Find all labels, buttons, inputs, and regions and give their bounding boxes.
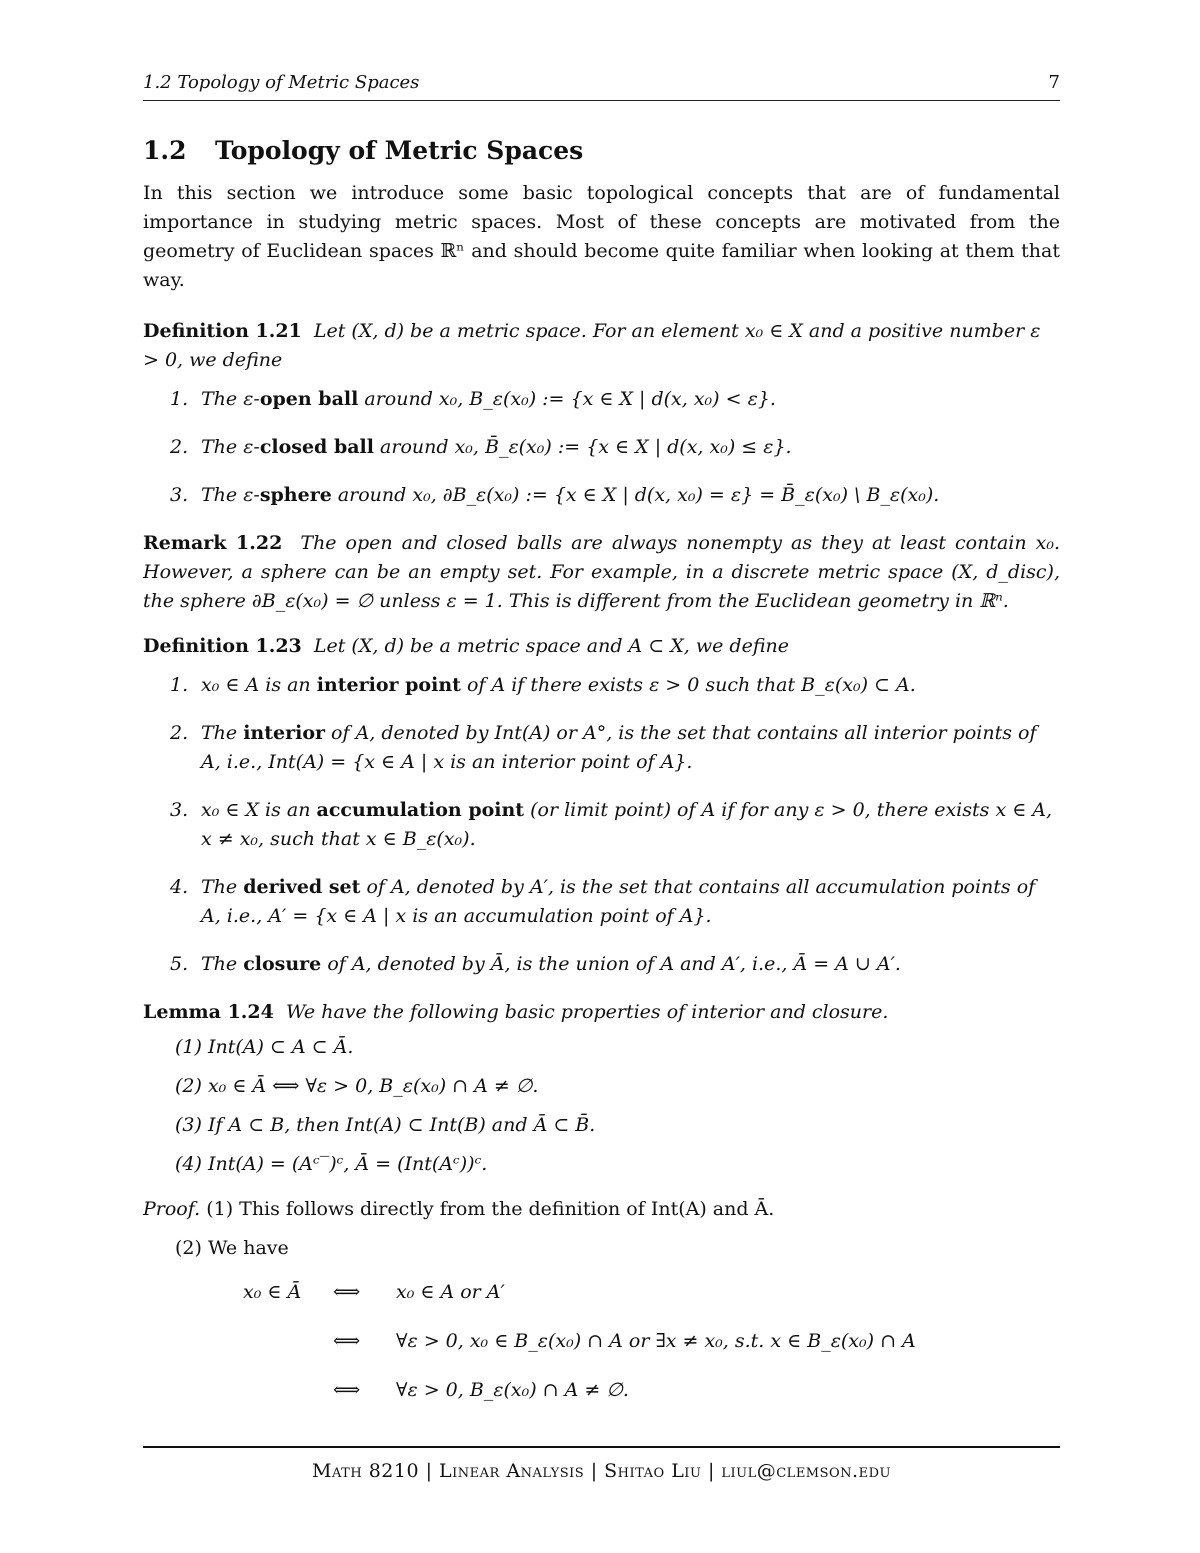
list-item: (4) Int(A) = (Aᶜ‾)ᶜ, Ā = (Int(Aᶜ))ᶜ. <box>175 1153 488 1175</box>
list-item: 3. x₀ ∈ X is an accumulation point (or limit point) of A if for any ε > 0, there exists x ∈ A, x ≠ x₀, such that x ∈ B_ε(x₀). <box>170 799 1053 850</box>
section-heading <box>143 136 1060 165</box>
remark-1-22 <box>143 529 1060 616</box>
proof-line-1: (1) This follows directly from the definition of Int(A) and Ā. <box>206 1198 775 1220</box>
list-item: (1) Int(A) ⊂ A ⊂ Ā. <box>175 1036 354 1058</box>
list-item: 1. x₀ ∈ A is an interior point of A if there exists ε > 0 such that B_ε(x₀) ⊂ A. <box>170 674 916 696</box>
definition-label: Definition 1.23 <box>143 635 302 657</box>
page-content <box>143 132 1060 1427</box>
running-title: 1.2 Topology of Metric Spaces <box>143 72 420 93</box>
definition-1-23 <box>143 632 1060 979</box>
definition-1-21 <box>143 317 1060 510</box>
section-title: Topology of Metric Spaces <box>215 136 584 165</box>
lemma-list <box>175 1033 1060 1179</box>
proof-label: Proof. <box>143 1198 201 1220</box>
proof-line-2: (2) We have <box>175 1237 289 1259</box>
list-item: 4. The derived set of A, denoted by A′, is the set that contains all accumulation points of A, i.e., A′ = {x ∈ A | x is an accumulation point of A}. <box>170 876 1036 927</box>
definition-list <box>143 385 1060 510</box>
list-item: (2) x₀ ∈ Ā ⟺ ∀ε > 0, B_ε(x₀) ∩ A ≠ ∅. <box>175 1075 539 1097</box>
equation-row: ⟺ ∀ε > 0, B_ε(x₀) ∩ A ≠ ∅. <box>333 1379 629 1401</box>
equation-row: x₀ ∈ Ā ⟺ x₀ ∈ A or A′ <box>243 1281 505 1303</box>
remark-text: The open and closed balls are always nonempty as they at least contain x₀. However, a sphere can be an empty set. For example, in a discrete metric space (X, d_disc), the sphere ∂B_ε(x₀) = ∅ unless ε = 1. This is different from the Euclidean geometry in ℝⁿ. <box>143 532 1061 612</box>
list-item: 1. The ε-open ball around x₀, B_ε(x₀) := {x ∈ X | d(x, x₀) < ε}. <box>170 388 776 410</box>
list-item: 3. The ε-sphere around x₀, ∂B_ε(x₀) := {x ∈ X | d(x, x₀) = ε} = B̄_ε(x₀) \ B_ε(x₀). <box>170 484 940 506</box>
list-item: 2. The interior of A, denoted by Int(A) or A°, is the set that contains all interior points of A, i.e., Int(A) = {x ∈ A | x is an interior point of A}. <box>170 722 1037 773</box>
equation-block <box>143 1277 1060 1427</box>
proof <box>143 1195 1060 1427</box>
list-item: (3) If A ⊂ B, then Int(A) ⊂ Int(B) and Ā ⊂ B̄. <box>175 1114 596 1136</box>
page-number: 7 <box>1048 72 1060 93</box>
page-footer: Math 8210 | Linear Analysis | Shitao Liu | liul@clemson.edu <box>312 1460 891 1482</box>
definition-text: Let (X, d) be a metric space. For an element x₀ ∈ X and a positive number ε > 0, we define <box>143 320 1041 371</box>
definition-list <box>143 671 1060 979</box>
list-item: 5. The closure of A, denoted by Ā, is the union of A and A′, i.e., Ā = A ∪ A′. <box>170 953 901 975</box>
lemma-text: We have the following basic properties of interior and closure. <box>285 1001 889 1023</box>
remark-label: Remark 1.22 <box>143 532 283 554</box>
equation-row: ⟺ ∀ε > 0, x₀ ∈ B_ε(x₀) ∩ A or ∃x ≠ x₀, s.t. x ∈ B_ε(x₀) ∩ A <box>333 1330 916 1352</box>
intro-paragraph: In this section we introduce some basic topological concepts that are of fundamental importance in studying metric spaces. Most of these concepts are motivated from the geometry of Euclidean spaces ℝⁿ and should become quite familiar when looking at them that way. <box>143 182 1060 291</box>
lemma-1-24 <box>143 998 1060 1179</box>
definition-text: Let (X, d) be a metric space and A ⊂ X, we define <box>313 635 789 657</box>
running-header <box>143 70 1060 101</box>
lemma-label: Lemma 1.24 <box>143 1001 274 1023</box>
footer-rule <box>143 1446 1060 1448</box>
definition-label: Definition 1.21 <box>143 320 302 342</box>
list-item: 2. The ε-closed ball around x₀, B̄_ε(x₀) := {x ∈ X | d(x, x₀) ≤ ε}. <box>170 436 792 458</box>
section-number: 1.2 <box>143 136 187 165</box>
